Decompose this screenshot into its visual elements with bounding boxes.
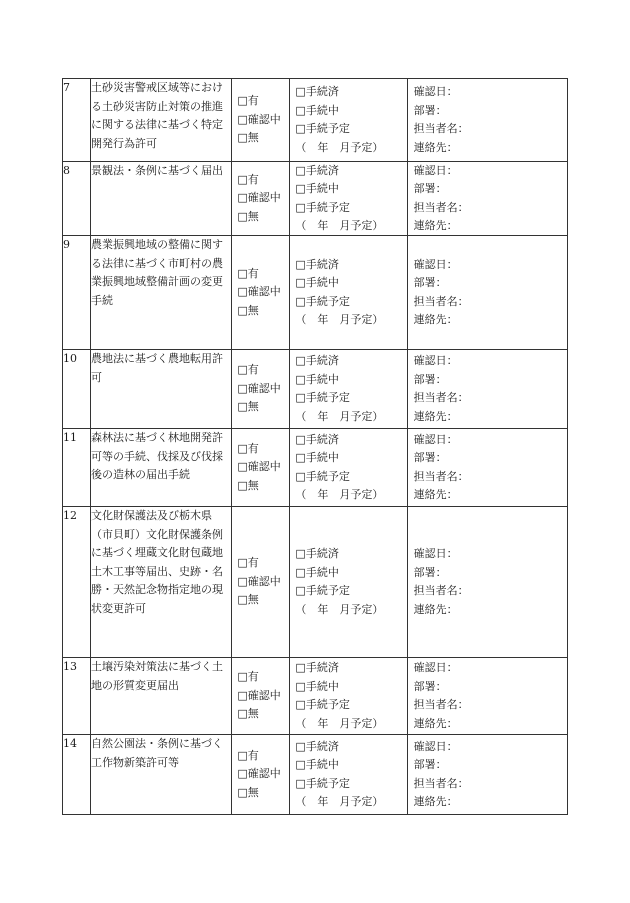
checkbox-completed[interactable]: □手続済 [295,739,339,753]
person-in-charge-label: 担当者名： [413,469,469,483]
confirm-date-label: 確認日： [413,432,458,446]
table-row [63,79,568,162]
applicability-cell [232,162,290,236]
checkbox-yes[interactable]: □有 [237,94,259,108]
checkbox-planned[interactable]: □手続予定 [295,698,350,711]
confirmation-cell [407,236,567,350]
planned-date-field: （ 年 月予定） [295,716,384,730]
confirm-date-label: 確認日： [413,547,458,560]
row-number: 13 [63,658,91,735]
person-in-charge-label: 担当者名： [413,294,469,308]
row-number: 8 [63,162,91,236]
checkbox-checking[interactable]: □確認中 [237,112,281,126]
confirmation-cell [407,658,567,735]
contact-label: 連絡先： [413,219,458,232]
department-label: 部署： [413,182,447,195]
person-in-charge-label: 担当者名： [413,776,469,790]
confirm-date-label: 確認日： [413,354,458,367]
planned-date-field: （ 年 月予定） [295,219,384,232]
checkbox-no[interactable]: □無 [237,131,259,145]
confirm-date-label: 確認日： [413,85,458,98]
checkbox-completed[interactable]: □手続済 [295,432,339,446]
row-number: 7 [63,79,91,162]
checkbox-checking[interactable]: □確認中 [237,574,281,588]
row-number: 9 [63,236,91,350]
checkbox-completed[interactable]: □手続済 [295,354,339,367]
checkbox-in-progress[interactable]: □手続中 [295,372,339,386]
person-in-charge-label: 担当者名： [413,200,469,214]
checkbox-checking[interactable]: □確認中 [237,191,281,205]
checkbox-checking[interactable]: □確認中 [237,767,281,781]
confirm-date-label: 確認日： [413,739,458,753]
table-row [63,507,568,658]
checkbox-yes[interactable]: □有 [237,556,259,570]
checkbox-planned[interactable]: □手続予定 [295,294,350,308]
procedure-status-cell [290,236,407,350]
applicability-cell [232,429,290,507]
planned-date-field: （ 年 月予定） [295,140,384,154]
contact-label: 連絡先： [413,795,458,808]
checkbox-in-progress[interactable]: □手続中 [295,451,339,464]
checkbox-no[interactable]: □無 [237,707,259,721]
contact-label: 連絡先： [413,602,458,616]
planned-date-field: （ 年 月予定） [295,488,384,501]
procedure-name: 農地法に基づく農地転用許可 [91,350,232,429]
table-row [63,429,568,507]
checkbox-yes[interactable]: □有 [237,748,259,762]
table-row [63,658,568,735]
procedure-name: 文化財保護法及び栃木県（市貝町）文化財保護条例に基づく埋蔵文化財包蔵地土木工事等届出、史跡・名勝・天然記念物指定地の現状変更許可 [91,507,232,658]
checkbox-yes[interactable]: □有 [237,670,259,684]
checkbox-in-progress[interactable]: □手続中 [295,758,339,771]
confirmation-cell [407,162,567,236]
checkbox-completed[interactable]: □手続済 [295,661,339,674]
table-row [63,735,568,815]
checkbox-yes[interactable]: □有 [237,266,259,280]
confirm-date-label: 確認日： [413,257,458,271]
confirm-date-label: 確認日： [413,163,458,177]
confirmation-cell [407,79,567,162]
row-number: 14 [63,735,91,815]
checkbox-planned[interactable]: □手続予定 [295,122,350,135]
permit-checklist-table [62,78,568,815]
department-label: 部署： [413,276,447,289]
checkbox-checking[interactable]: □確認中 [237,688,281,702]
table-row [63,350,568,429]
procedure-status-cell [290,350,407,429]
confirm-date-label: 確認日： [413,661,458,674]
procedure-name: 土壌汚染対策法に基づく土地の形質変更届出 [91,658,232,735]
checkbox-yes[interactable]: □有 [237,172,259,186]
checkbox-in-progress[interactable]: □手続中 [295,103,339,117]
row-number: 11 [63,429,91,507]
contact-label: 連絡先： [413,409,458,423]
checkbox-planned[interactable]: □手続予定 [295,584,350,597]
contact-label: 連絡先： [413,488,458,501]
procedure-status-cell [290,79,407,162]
checkbox-in-progress[interactable]: □手続中 [295,679,339,693]
person-in-charge-label: 担当者名： [413,584,469,597]
checkbox-planned[interactable]: □手続予定 [295,391,350,404]
confirmation-cell [407,350,567,429]
planned-date-field: （ 年 月予定） [295,409,384,423]
department-label: 部署： [413,758,447,771]
procedure-status-cell [290,658,407,735]
table-row [63,162,568,236]
confirmation-cell [407,735,567,815]
checkbox-in-progress[interactable]: □手続中 [295,276,339,289]
checkbox-checking[interactable]: □確認中 [237,285,281,299]
department-label: 部署： [413,103,447,117]
checkbox-no[interactable]: □無 [237,400,259,414]
procedure-name: 景観法・条例に基づく届出 [91,162,232,236]
checkbox-planned[interactable]: □手続予定 [295,469,350,483]
department-label: 部署： [413,451,447,464]
checkbox-no[interactable]: □無 [237,478,259,492]
contact-label: 連絡先： [413,716,458,730]
checkbox-no[interactable]: □無 [237,785,259,799]
table-row [63,236,568,350]
department-label: 部署： [413,565,447,579]
applicability-cell [232,658,290,735]
procedure-status-cell [290,735,407,815]
checkbox-completed[interactable]: □手続済 [295,547,339,560]
applicability-cell [232,507,290,658]
procedure-status-cell [290,507,407,658]
planned-date-field: （ 年 月予定） [295,313,384,326]
checkbox-in-progress[interactable]: □手続中 [295,565,339,579]
contact-label: 連絡先： [413,313,458,326]
person-in-charge-label: 担当者名： [413,698,469,711]
checkbox-planned[interactable]: □手続予定 [295,776,350,790]
planned-date-field: （ 年 月予定） [295,602,384,616]
row-number: 10 [63,350,91,429]
person-in-charge-label: 担当者名： [413,122,469,135]
procedure-name: 森林法に基づく林地開発許可等の手続、伐採及び伐採後の造林の届出手続 [91,429,232,507]
checkbox-completed[interactable]: □手続済 [295,163,339,177]
department-label: 部署： [413,372,447,386]
row-number: 12 [63,507,91,658]
checkbox-yes[interactable]: □有 [237,441,259,455]
procedure-name: 農業振興地域の整備に関する法律に基づく市町村の農業振興地域整備計画の変更手続 [91,236,232,350]
applicability-cell [232,735,290,815]
confirmation-cell [407,429,567,507]
checkbox-yes[interactable]: □有 [237,363,259,377]
checkbox-checking[interactable]: □確認中 [237,460,281,474]
confirmation-cell [407,507,567,658]
procedure-name: 自然公園法・条例に基づく工作物新築許可等 [91,735,232,815]
checkbox-no[interactable]: □無 [237,303,259,317]
checkbox-planned[interactable]: □手続予定 [295,200,350,214]
checkbox-no[interactable]: □無 [237,593,259,607]
applicability-cell [232,350,290,429]
checkbox-in-progress[interactable]: □手続中 [295,182,339,195]
checkbox-checking[interactable]: □確認中 [237,381,281,395]
applicability-cell [232,79,290,162]
procedure-name: 土砂災害警戒区域等における土砂災害防止対策の推進に関する法律に基づく特定開発行為許可 [91,79,232,162]
procedure-status-cell [290,162,407,236]
applicability-cell [232,236,290,350]
checkbox-completed[interactable]: □手続済 [295,257,339,271]
person-in-charge-label: 担当者名： [413,391,469,404]
procedure-status-cell [290,429,407,507]
department-label: 部署： [413,679,447,693]
checkbox-no[interactable]: □無 [237,209,259,223]
checkbox-completed[interactable]: □手続済 [295,85,339,98]
contact-label: 連絡先： [413,140,458,154]
planned-date-field: （ 年 月予定） [295,795,384,808]
